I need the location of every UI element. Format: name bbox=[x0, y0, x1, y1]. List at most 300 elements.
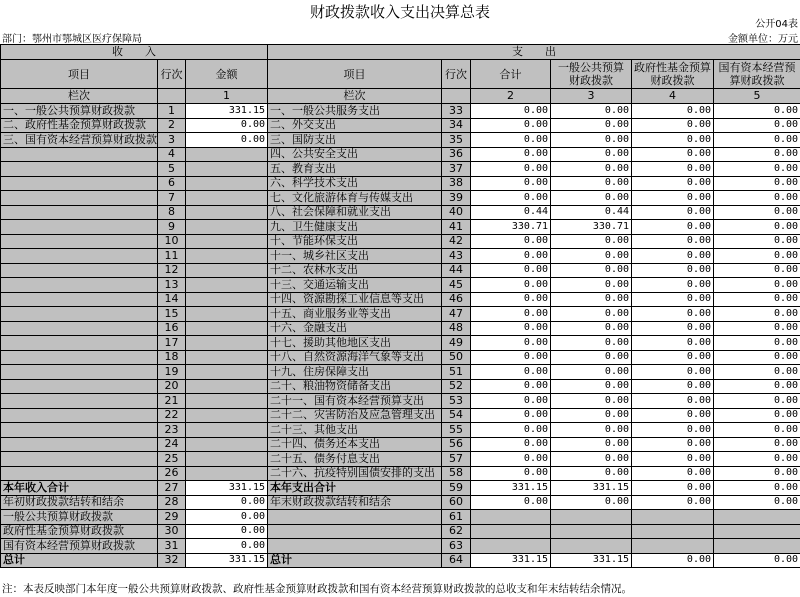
expense-gov-fund: 0.00 bbox=[632, 118, 714, 133]
income-row-no: 2 bbox=[158, 118, 186, 133]
expense-item: 十一、城乡社区支出 bbox=[268, 249, 442, 264]
expense-state-capital: 0.00 bbox=[714, 394, 800, 409]
expense-gov-fund: 0.00 bbox=[632, 220, 714, 235]
table-row bbox=[1, 365, 800, 380]
income-item bbox=[1, 220, 158, 235]
table-row bbox=[1, 539, 800, 554]
expense-state-capital: 0.00 bbox=[714, 495, 800, 510]
expense-row-no: 48 bbox=[442, 321, 471, 336]
expense-row-no: 63 bbox=[442, 539, 471, 554]
col-row: 行次 bbox=[158, 60, 186, 89]
expense-state-capital bbox=[714, 539, 800, 554]
expense-total: 0.00 bbox=[471, 437, 551, 452]
expense-item: 十四、资源勘探工业信息等支出 bbox=[268, 292, 442, 307]
expense-state-capital bbox=[714, 510, 800, 525]
expense-state-capital: 0.00 bbox=[714, 321, 800, 336]
income-item bbox=[1, 350, 158, 365]
expense-general: 0.00 bbox=[551, 452, 632, 467]
income-amount: 0.00 bbox=[186, 510, 268, 525]
col-amount: 金额 bbox=[186, 60, 268, 89]
expense-gov-fund: 0.00 bbox=[632, 452, 714, 467]
expense-row-no: 50 bbox=[442, 350, 471, 365]
expense-total: 0.00 bbox=[471, 408, 551, 423]
lanci-blank bbox=[158, 89, 186, 104]
income-row-no: 23 bbox=[158, 423, 186, 438]
income-amount: 0.00 bbox=[186, 539, 268, 554]
income-amount bbox=[186, 437, 268, 452]
income-row-no: 16 bbox=[158, 321, 186, 336]
income-row-no: 26 bbox=[158, 466, 186, 481]
expense-general: 331.15 bbox=[551, 553, 632, 568]
expense-row-no: 40 bbox=[442, 205, 471, 220]
table-row bbox=[1, 205, 800, 220]
expense-gov-fund: 0.00 bbox=[632, 408, 714, 423]
expense-item: 二十六、抗疫特别国债安排的支出 bbox=[268, 466, 442, 481]
table-row bbox=[1, 379, 800, 394]
income-amount bbox=[186, 452, 268, 467]
expense-row-no: 64 bbox=[442, 553, 471, 568]
expense-gov-fund: 0.00 bbox=[632, 307, 714, 322]
expense-general: 331.15 bbox=[551, 481, 632, 496]
expense-row-no: 43 bbox=[442, 249, 471, 264]
expense-general: 0.00 bbox=[551, 191, 632, 206]
expense-row-no: 34 bbox=[442, 118, 471, 133]
expense-total: 0.00 bbox=[471, 466, 551, 481]
expense-gov-fund: 0.00 bbox=[632, 191, 714, 206]
table-row bbox=[1, 481, 800, 496]
income-amount bbox=[186, 176, 268, 191]
expense-general: 0.00 bbox=[551, 466, 632, 481]
expense-row-no: 33 bbox=[442, 104, 471, 119]
expense-general: 0.00 bbox=[551, 147, 632, 162]
expense-general: 0.44 bbox=[551, 205, 632, 220]
expense-total: 0.00 bbox=[471, 365, 551, 380]
income-amount bbox=[186, 278, 268, 293]
income-item bbox=[1, 423, 158, 438]
income-group-header: 收 入 bbox=[1, 45, 268, 60]
expense-row-no: 41 bbox=[442, 220, 471, 235]
income-item: 国有资本经营预算财政拨款 bbox=[1, 539, 158, 554]
expense-total bbox=[471, 524, 551, 539]
expense-state-capital: 0.00 bbox=[714, 234, 800, 249]
expense-item: 十七、援助其他地区支出 bbox=[268, 336, 442, 351]
table-row bbox=[1, 234, 800, 249]
lanci-label: 栏次 bbox=[1, 89, 158, 104]
income-item bbox=[1, 234, 158, 249]
expense-item: 九、卫生健康支出 bbox=[268, 220, 442, 235]
income-row-no: 9 bbox=[158, 220, 186, 235]
expense-general: 0.00 bbox=[551, 104, 632, 119]
expense-item: 二十一、国有资本经营预算支出 bbox=[268, 394, 442, 409]
expense-row-no: 45 bbox=[442, 278, 471, 293]
income-item bbox=[1, 147, 158, 162]
income-amount: 0.00 bbox=[186, 524, 268, 539]
expense-state-capital: 0.00 bbox=[714, 249, 800, 264]
expense-total: 0.00 bbox=[471, 321, 551, 336]
table-row bbox=[1, 104, 800, 119]
income-item bbox=[1, 466, 158, 481]
expense-gov-fund: 0.00 bbox=[632, 176, 714, 191]
expense-item: 十二、农林水支出 bbox=[268, 263, 442, 278]
expense-gov-fund: 0.00 bbox=[632, 350, 714, 365]
col-state-capital: 国有资本经营预算财政拨款 bbox=[714, 60, 800, 89]
col-total: 合计 bbox=[471, 60, 551, 89]
expense-item bbox=[268, 524, 442, 539]
expense-row-no: 42 bbox=[442, 234, 471, 249]
expense-item: 五、教育支出 bbox=[268, 162, 442, 177]
income-row-no: 14 bbox=[158, 292, 186, 307]
expense-total: 0.00 bbox=[471, 292, 551, 307]
expense-row-no: 37 bbox=[442, 162, 471, 177]
table-row bbox=[1, 524, 800, 539]
table-row bbox=[1, 437, 800, 452]
income-row-no: 30 bbox=[158, 524, 186, 539]
expense-total: 0.00 bbox=[471, 394, 551, 409]
expense-state-capital: 0.00 bbox=[714, 118, 800, 133]
expense-item: 十八、自然资源海洋气象等支出 bbox=[268, 350, 442, 365]
income-item bbox=[1, 292, 158, 307]
expense-item: 七、文化旅游体育与传媒支出 bbox=[268, 191, 442, 206]
expense-item: 总计 bbox=[268, 553, 442, 568]
expense-state-capital: 0.00 bbox=[714, 263, 800, 278]
income-item: 年初财政拨款结转和结余 bbox=[1, 495, 158, 510]
income-item: 一般公共预算财政拨款 bbox=[1, 510, 158, 525]
table-row bbox=[1, 394, 800, 409]
income-amount bbox=[186, 263, 268, 278]
expense-general: 0.00 bbox=[551, 321, 632, 336]
expense-row-no: 57 bbox=[442, 452, 471, 467]
income-row-no: 4 bbox=[158, 147, 186, 162]
expense-total: 330.71 bbox=[471, 220, 551, 235]
lanci-3: 3 bbox=[551, 89, 632, 104]
income-row-no: 32 bbox=[158, 553, 186, 568]
expense-gov-fund: 0.00 bbox=[632, 423, 714, 438]
expense-state-capital: 0.00 bbox=[714, 350, 800, 365]
expense-gov-fund: 0.00 bbox=[632, 437, 714, 452]
income-row-no: 3 bbox=[158, 133, 186, 148]
income-amount: 331.15 bbox=[186, 481, 268, 496]
expense-general: 0.00 bbox=[551, 249, 632, 264]
expense-row-no: 38 bbox=[442, 176, 471, 191]
expense-row-no: 56 bbox=[442, 437, 471, 452]
expense-general: 0.00 bbox=[551, 133, 632, 148]
expense-general bbox=[551, 524, 632, 539]
income-row-no: 31 bbox=[158, 539, 186, 554]
expense-row-no: 46 bbox=[442, 292, 471, 307]
unit-label: 金额单位：万元 bbox=[728, 34, 798, 45]
income-item bbox=[1, 162, 158, 177]
expense-total: 0.00 bbox=[471, 104, 551, 119]
expense-total: 0.00 bbox=[471, 336, 551, 351]
income-row-no: 1 bbox=[158, 104, 186, 119]
table-row bbox=[1, 495, 800, 510]
expense-general bbox=[551, 539, 632, 554]
lanci-label-2: 栏次 bbox=[268, 89, 442, 104]
expense-general: 0.00 bbox=[551, 307, 632, 322]
income-row-no: 29 bbox=[158, 510, 186, 525]
income-row-no: 7 bbox=[158, 191, 186, 206]
expense-item bbox=[268, 510, 442, 525]
income-amount bbox=[186, 191, 268, 206]
expense-gov-fund: 0.00 bbox=[632, 292, 714, 307]
page-title: 财政拨款收入支出决算总表 bbox=[309, 3, 490, 21]
expense-total: 0.00 bbox=[471, 176, 551, 191]
table-row bbox=[1, 133, 800, 148]
expense-item: 十五、商业服务业等支出 bbox=[268, 307, 442, 322]
expense-item: 二十、粮油物资储备支出 bbox=[268, 379, 442, 394]
expense-gov-fund: 0.00 bbox=[632, 394, 714, 409]
expense-state-capital: 0.00 bbox=[714, 104, 800, 119]
col-item: 项目 bbox=[1, 60, 158, 89]
expense-state-capital: 0.00 bbox=[714, 307, 800, 322]
expense-gov-fund: 0.00 bbox=[632, 133, 714, 148]
income-row-no: 24 bbox=[158, 437, 186, 452]
expense-gov-fund: 0.00 bbox=[632, 466, 714, 481]
expense-total: 0.44 bbox=[471, 205, 551, 220]
table-row bbox=[1, 162, 800, 177]
income-item: 政府性基金预算财政拨款 bbox=[1, 524, 158, 539]
expense-state-capital: 0.00 bbox=[714, 176, 800, 191]
expense-gov-fund: 0.00 bbox=[632, 162, 714, 177]
income-amount bbox=[186, 394, 268, 409]
table-row bbox=[1, 278, 800, 293]
expense-general: 0.00 bbox=[551, 495, 632, 510]
income-row-no: 8 bbox=[158, 205, 186, 220]
expense-total: 331.15 bbox=[471, 553, 551, 568]
expense-row-no: 60 bbox=[442, 495, 471, 510]
table-row bbox=[1, 350, 800, 365]
table-row bbox=[1, 147, 800, 162]
income-amount bbox=[186, 220, 268, 235]
expense-general: 0.00 bbox=[551, 263, 632, 278]
expense-row-no: 47 bbox=[442, 307, 471, 322]
income-item bbox=[1, 249, 158, 264]
expense-general: 0.00 bbox=[551, 408, 632, 423]
table-row bbox=[1, 292, 800, 307]
table-row bbox=[1, 510, 800, 525]
income-row-no: 11 bbox=[158, 249, 186, 264]
table-row bbox=[1, 176, 800, 191]
expense-total: 0.00 bbox=[471, 234, 551, 249]
expense-item bbox=[268, 539, 442, 554]
income-row-no: 22 bbox=[158, 408, 186, 423]
table-row bbox=[1, 423, 800, 438]
expense-state-capital bbox=[714, 524, 800, 539]
expense-row-no: 53 bbox=[442, 394, 471, 409]
income-item bbox=[1, 365, 158, 380]
expense-item: 六、科学技术支出 bbox=[268, 176, 442, 191]
table-row bbox=[1, 263, 800, 278]
expense-total: 0.00 bbox=[471, 423, 551, 438]
table-row bbox=[1, 321, 800, 336]
expense-total: 0.00 bbox=[471, 249, 551, 264]
expense-gov-fund: 0.00 bbox=[632, 365, 714, 380]
expense-row-no: 52 bbox=[442, 379, 471, 394]
income-amount bbox=[186, 408, 268, 423]
expense-general: 0.00 bbox=[551, 365, 632, 380]
expense-total: 0.00 bbox=[471, 452, 551, 467]
expense-general: 0.00 bbox=[551, 292, 632, 307]
expense-state-capital: 0.00 bbox=[714, 408, 800, 423]
income-item: 二、政府性基金预算财政拨款 bbox=[1, 118, 158, 133]
income-amount: 0.00 bbox=[186, 133, 268, 148]
expense-total: 0.00 bbox=[471, 278, 551, 293]
expense-state-capital: 0.00 bbox=[714, 437, 800, 452]
expense-state-capital: 0.00 bbox=[714, 133, 800, 148]
income-amount: 331.15 bbox=[186, 104, 268, 119]
table-row bbox=[1, 307, 800, 322]
table-row bbox=[1, 336, 800, 351]
table-row bbox=[1, 452, 800, 467]
expense-total: 0.00 bbox=[471, 495, 551, 510]
income-item: 本年收入合计 bbox=[1, 481, 158, 496]
income-amount: 331.15 bbox=[186, 553, 268, 568]
income-row-no: 25 bbox=[158, 452, 186, 467]
col-item2: 项目 bbox=[268, 60, 442, 89]
expense-state-capital: 0.00 bbox=[714, 205, 800, 220]
income-row-no: 6 bbox=[158, 176, 186, 191]
income-amount bbox=[186, 350, 268, 365]
lanci-4: 4 bbox=[632, 89, 714, 104]
footnote: 注：本表反映部门本年度一般公共预算财政拨款、政府性基金预算财政拨款和国有资本经营预算财政拨款的总收支和年末结转结余情况。 bbox=[2, 583, 632, 595]
expense-state-capital: 0.00 bbox=[714, 278, 800, 293]
expense-group-header: 支 出 bbox=[268, 45, 800, 60]
expense-state-capital: 0.00 bbox=[714, 452, 800, 467]
income-row-no: 27 bbox=[158, 481, 186, 496]
expense-state-capital: 0.00 bbox=[714, 147, 800, 162]
expense-state-capital: 0.00 bbox=[714, 336, 800, 351]
expense-item: 八、社会保障和就业支出 bbox=[268, 205, 442, 220]
income-row-no: 21 bbox=[158, 394, 186, 409]
expense-item: 一、一般公共服务支出 bbox=[268, 104, 442, 119]
income-amount bbox=[186, 307, 268, 322]
income-row-no: 28 bbox=[158, 495, 186, 510]
expense-state-capital: 0.00 bbox=[714, 553, 800, 568]
expense-general: 0.00 bbox=[551, 278, 632, 293]
expense-row-no: 44 bbox=[442, 263, 471, 278]
expense-row-no: 39 bbox=[442, 191, 471, 206]
expense-total bbox=[471, 510, 551, 525]
col-gov-fund: 政府性基金预算财政拨款 bbox=[632, 60, 714, 89]
expense-row-no: 36 bbox=[442, 147, 471, 162]
income-row-no: 20 bbox=[158, 379, 186, 394]
income-row-no: 13 bbox=[158, 278, 186, 293]
lanci-blank-2 bbox=[442, 89, 471, 104]
expense-total: 0.00 bbox=[471, 191, 551, 206]
expense-row-no: 55 bbox=[442, 423, 471, 438]
expense-state-capital: 0.00 bbox=[714, 191, 800, 206]
income-row-no: 19 bbox=[158, 365, 186, 380]
income-item bbox=[1, 379, 158, 394]
table-row bbox=[1, 249, 800, 264]
income-amount bbox=[186, 205, 268, 220]
income-item bbox=[1, 205, 158, 220]
expense-row-no: 62 bbox=[442, 524, 471, 539]
income-item bbox=[1, 408, 158, 423]
income-amount: 0.00 bbox=[186, 118, 268, 133]
expense-state-capital: 0.00 bbox=[714, 423, 800, 438]
col-row2: 行次 bbox=[442, 60, 471, 89]
table-row bbox=[1, 553, 800, 568]
income-item: 一、一般公共预算财政拨款 bbox=[1, 104, 158, 119]
expense-gov-fund bbox=[632, 510, 714, 525]
income-amount bbox=[186, 365, 268, 380]
income-amount bbox=[186, 292, 268, 307]
expense-item: 十三、交通运输支出 bbox=[268, 278, 442, 293]
expense-row-no: 58 bbox=[442, 466, 471, 481]
expense-item: 二十四、债务还本支出 bbox=[268, 437, 442, 452]
lanci-1: 1 bbox=[186, 89, 268, 104]
income-item bbox=[1, 321, 158, 336]
expense-item: 二、外交支出 bbox=[268, 118, 442, 133]
expense-state-capital: 0.00 bbox=[714, 220, 800, 235]
expense-gov-fund: 0.00 bbox=[632, 495, 714, 510]
expense-gov-fund: 0.00 bbox=[632, 234, 714, 249]
income-item bbox=[1, 452, 158, 467]
income-amount bbox=[186, 423, 268, 438]
expense-row-no: 59 bbox=[442, 481, 471, 496]
expense-total: 0.00 bbox=[471, 350, 551, 365]
expense-item: 三、国防支出 bbox=[268, 133, 442, 148]
expense-gov-fund: 0.00 bbox=[632, 205, 714, 220]
income-amount bbox=[186, 249, 268, 264]
expense-gov-fund: 0.00 bbox=[632, 249, 714, 264]
expense-general: 0.00 bbox=[551, 336, 632, 351]
income-amount bbox=[186, 379, 268, 394]
income-item bbox=[1, 176, 158, 191]
expense-total: 331.15 bbox=[471, 481, 551, 496]
income-item bbox=[1, 263, 158, 278]
expense-item: 二十二、灾害防治及应急管理支出 bbox=[268, 408, 442, 423]
expense-gov-fund: 0.00 bbox=[632, 104, 714, 119]
expense-row-no: 35 bbox=[442, 133, 471, 148]
expense-general: 0.00 bbox=[551, 437, 632, 452]
expense-item: 本年支出合计 bbox=[268, 481, 442, 496]
expense-gov-fund: 0.00 bbox=[632, 379, 714, 394]
income-item bbox=[1, 437, 158, 452]
table-row bbox=[1, 466, 800, 481]
expense-item: 十、节能环保支出 bbox=[268, 234, 442, 249]
expense-gov-fund: 0.00 bbox=[632, 481, 714, 496]
expense-item: 年末财政拨款结转和结余 bbox=[268, 495, 442, 510]
income-amount: 0.00 bbox=[186, 495, 268, 510]
income-item: 总计 bbox=[1, 553, 158, 568]
expense-state-capital: 0.00 bbox=[714, 379, 800, 394]
expense-row-no: 61 bbox=[442, 510, 471, 525]
income-amount bbox=[186, 162, 268, 177]
expense-item: 十六、金融支出 bbox=[268, 321, 442, 336]
lanci-2: 2 bbox=[471, 89, 551, 104]
expense-gov-fund: 0.00 bbox=[632, 147, 714, 162]
expense-gov-fund: 0.00 bbox=[632, 336, 714, 351]
income-item: 三、国有资本经营预算财政拨款 bbox=[1, 133, 158, 148]
table-row bbox=[1, 118, 800, 133]
income-item bbox=[1, 191, 158, 206]
expense-general: 0.00 bbox=[551, 176, 632, 191]
expense-total: 0.00 bbox=[471, 147, 551, 162]
expense-general: 0.00 bbox=[551, 423, 632, 438]
table-number: 公开04表 bbox=[755, 19, 798, 30]
expense-item: 二十五、债务付息支出 bbox=[268, 452, 442, 467]
expense-state-capital: 0.00 bbox=[714, 365, 800, 380]
income-amount bbox=[186, 147, 268, 162]
expense-general: 0.00 bbox=[551, 394, 632, 409]
budget-table bbox=[0, 44, 800, 568]
expense-total: 0.00 bbox=[471, 118, 551, 133]
income-amount bbox=[186, 336, 268, 351]
income-item bbox=[1, 307, 158, 322]
income-row-no: 5 bbox=[158, 162, 186, 177]
